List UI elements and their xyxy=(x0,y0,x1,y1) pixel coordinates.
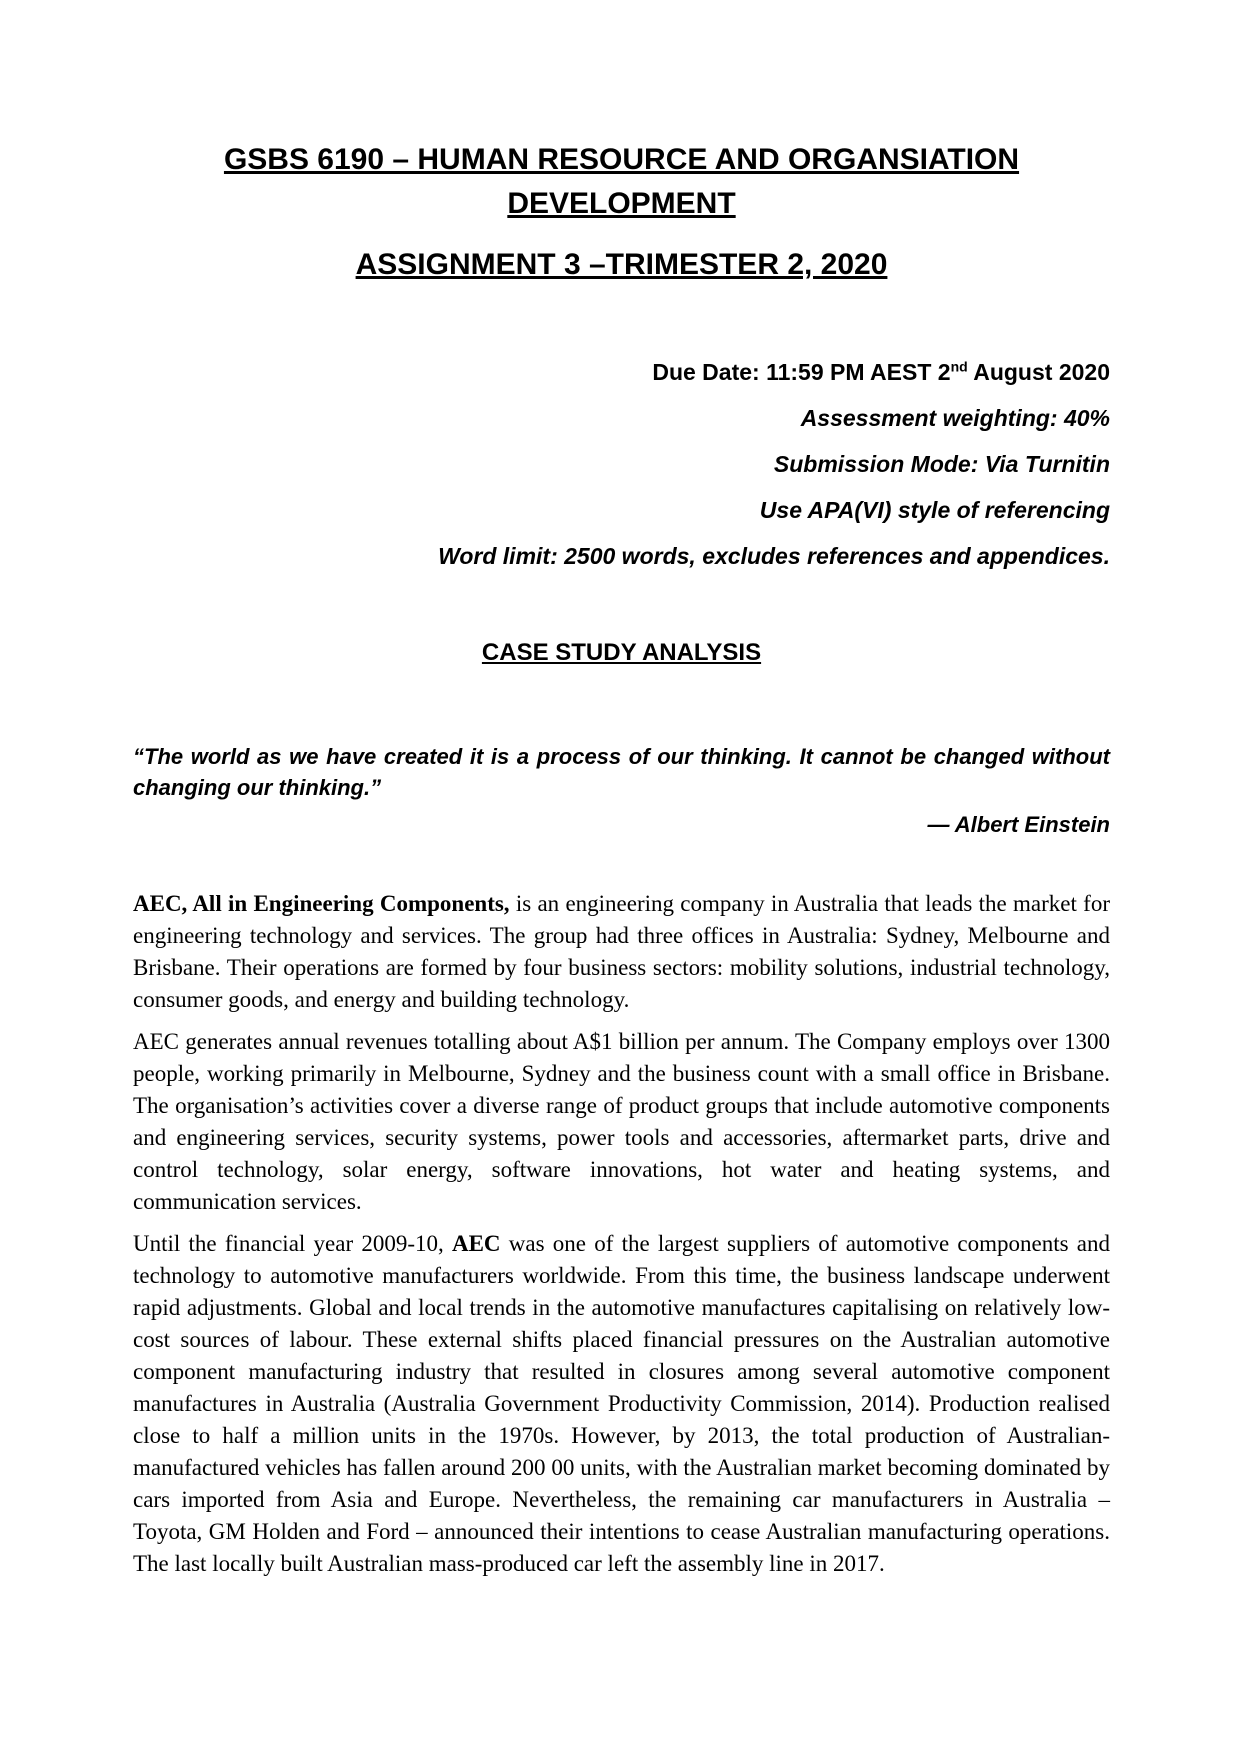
paragraph-3-text-post: was one of the largest suppliers of automotive components and technology to automotive manufacturers worldwide. From this time, the business landscape underwent rapid adjustments. Global and local trends in the automotive manufactures capitalising on relatively low-cost sources of labour. These external shifts placed financial pressures on the Australian automotive component manufacturing industry that resulted in closures among several automotive component manufactures in Australia (Australia Government Productivity Commission, 2014). Production realised close to half a million units in the 1970s. However, by 2013, the total production of Australian-manufactured vehicles has fallen around 200 00 units, with the Australian market becoming dominated by cars imported from Asia and Europe. Nevertheless, the remaining car manufacturers in Australia – Toyota, GM Holden and Ford – announced their intentions to cease Australian manufacturing operations. The last locally built Australian mass-produced car left the assembly line in 2017. xyxy=(133,1231,1110,1576)
referencing-style-line: Use APA(VI) style of referencing xyxy=(759,497,1110,523)
due-date-prefix: Due Date: 11:59 PM AEST 2 xyxy=(652,359,951,385)
paragraph-2: AEC generates annual revenues totalling about A$1 billion per annum. The Company employs over 1300 people, working primarily in Melbourne, Sydney and the business count with a small office in Brisbane. The organisation’s activities cover a diverse range of product groups that include automotive components and engineering services, security systems, power tools and accessories, aftermarket parts, drive and control technology, solar energy, software innovations, hot water and heating systems, and communication services. xyxy=(133,1029,1110,1214)
paragraph-1-bold-lead: AEC, All in Engineering Components, xyxy=(133,891,510,916)
assignment-heading xyxy=(133,247,1110,283)
paragraph-1-text: is an engineering company in Australia that leads the market for engineering technology and services. The group had three offices in Australia: Sydney, Melbourne and Brisbane. Their operations are formed by four business sectors: mobility solutions, industrial technology, consumer goods, and energy and building technology. xyxy=(133,891,1110,1012)
quote-block xyxy=(133,741,1110,840)
due-date-ordinal-suffix: nd xyxy=(950,358,968,375)
paragraph-3 xyxy=(133,1228,1110,1580)
section-heading xyxy=(133,637,1110,669)
due-date-line xyxy=(133,349,1110,395)
submission-mode-line: Submission Mode: Via Turnitin xyxy=(773,451,1110,477)
word-limit-line: Word limit: 2500 words, excludes references and appendices. xyxy=(438,543,1110,569)
document-title xyxy=(133,138,1110,226)
section-heading-text: CASE STUDY ANALYSIS xyxy=(481,639,762,666)
assignment-details xyxy=(133,349,1110,579)
assignment-heading-text: ASSIGNMENT 3 –TRIMESTER 2, 2020 xyxy=(355,248,888,281)
quote-attribution: — Albert Einstein xyxy=(927,812,1110,837)
title-line-1: GSBS 6190 – HUMAN RESOURCE AND ORGANSIATION xyxy=(223,143,1020,176)
paragraph-3-text-pre: Until the financial year 2009-10, xyxy=(133,1231,452,1256)
paragraph-1 xyxy=(133,888,1110,1016)
title-line-2: DEVELOPMENT xyxy=(507,187,736,220)
quote-text: “The world as we have created it is a process of our thinking. It cannot be changed without changing our thinking.” xyxy=(133,744,1110,800)
assessment-weighting-line: Assessment weighting: 40% xyxy=(800,405,1110,431)
case-study-body xyxy=(133,888,1110,1580)
paragraph-3-bold-term: AEC xyxy=(451,1231,501,1256)
due-date-suffix: August 2020 xyxy=(967,359,1110,385)
